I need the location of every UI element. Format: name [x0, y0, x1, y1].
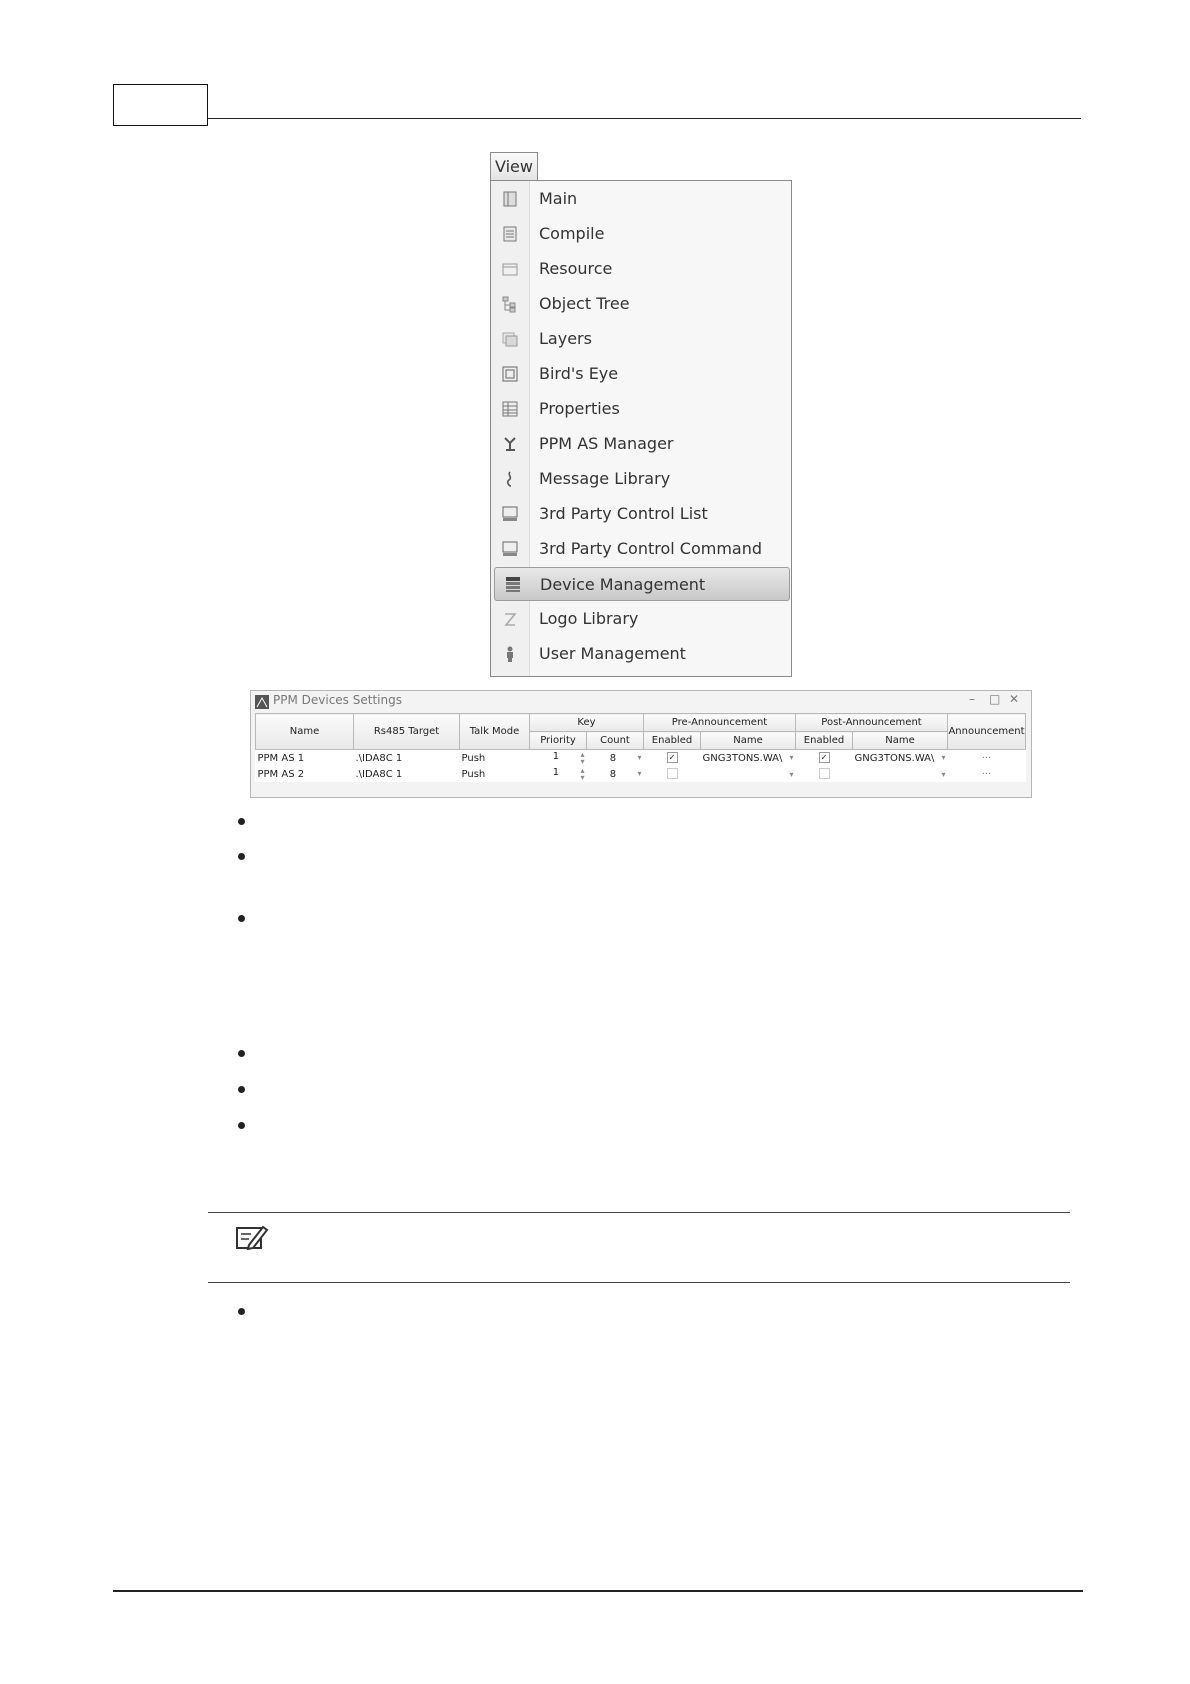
- bullet-point: [238, 915, 245, 922]
- main-icon: [491, 190, 529, 208]
- birds-eye-icon: [491, 365, 529, 383]
- third-party-command-icon: [491, 540, 529, 558]
- menu-item-layers[interactable]: [491, 321, 791, 356]
- close-button[interactable]: ✕: [1009, 692, 1020, 706]
- menu-item-message-library[interactable]: [491, 461, 791, 496]
- pre-name-select[interactable]: [701, 766, 796, 782]
- announcement-ellipsis-button[interactable]: ···: [981, 752, 992, 764]
- bullet-point: [238, 1050, 245, 1057]
- priority-stepper[interactable]: [530, 766, 587, 782]
- menu-item-label: 3rd Party Control Command: [539, 539, 763, 558]
- window-title: PPM Devices Settings: [273, 693, 402, 707]
- cell-priority: 1: [552, 751, 560, 762]
- menu-item-device-management[interactable]: [494, 567, 790, 601]
- menu-item-label: 3rd Party Control List: [539, 504, 708, 523]
- layers-icon: [491, 330, 529, 348]
- post-enabled-checkbox[interactable]: ✓: [819, 752, 830, 763]
- footer-rule: [113, 1590, 1083, 1592]
- bullet-point: [238, 818, 245, 825]
- pre-enabled-checkbox[interactable]: [667, 768, 678, 779]
- menu-item-label: Bird's Eye: [539, 364, 619, 383]
- menu-item-ppm-as-manager[interactable]: [491, 426, 791, 461]
- properties-icon: [491, 400, 529, 418]
- menu-item-label: Device Management: [540, 574, 706, 594]
- header-rule: [208, 118, 1081, 119]
- menu-item-main[interactable]: [491, 181, 791, 216]
- logo-library-icon: [491, 610, 529, 628]
- col-announcement[interactable]: Announcement: [948, 714, 1026, 750]
- dropdown-arrow-icon[interactable]: ▾: [637, 768, 642, 778]
- cell-name[interactable]: PPM AS 2: [257, 768, 305, 780]
- pre-name-select[interactable]: [701, 750, 796, 767]
- col-talk-mode[interactable]: Talk Mode: [460, 714, 530, 750]
- menu-item-label: Resource: [539, 259, 613, 278]
- post-enabled-checkbox[interactable]: [819, 768, 830, 779]
- ppm-devices-table: [255, 713, 1026, 782]
- pre-enabled-checkbox[interactable]: ✓: [667, 752, 678, 763]
- menu-item-label: PPM AS Manager: [539, 434, 674, 453]
- bullet-point: [238, 853, 245, 860]
- cell-count: 8: [609, 752, 617, 764]
- view-menu-dropdown: [490, 180, 792, 677]
- minimize-button[interactable]: –: [969, 692, 975, 706]
- col-group-post-announcement: Post-Announcement: [796, 714, 948, 732]
- cell-name[interactable]: PPM AS 1: [257, 752, 305, 764]
- page-number-box: [113, 84, 208, 126]
- col-pre-enabled[interactable]: Enabled: [644, 732, 701, 750]
- col-group-key: Key: [530, 714, 644, 732]
- app-icon: [255, 694, 269, 713]
- table-row[interactable]: [256, 750, 1026, 767]
- dropdown-arrow-icon[interactable]: ▾: [789, 769, 794, 779]
- dropdown-arrow-icon[interactable]: ▾: [637, 752, 642, 762]
- bullet-point: [238, 1308, 245, 1315]
- priority-stepper[interactable]: [530, 750, 587, 767]
- dropdown-arrow-icon[interactable]: ▾: [941, 769, 946, 779]
- menu-item-birds-eye[interactable]: [491, 356, 791, 391]
- stepper-arrows-icon[interactable]: ▴ ▾: [580, 766, 585, 782]
- cell-priority: 1: [552, 767, 560, 778]
- view-menu-tab[interactable]: View: [490, 152, 538, 180]
- cell-rs485-target[interactable]: .\IDA8C 1: [355, 752, 403, 764]
- col-post-name[interactable]: Name: [853, 732, 948, 750]
- col-name[interactable]: Name: [256, 714, 354, 750]
- cell-talk-mode[interactable]: Push: [461, 768, 486, 780]
- menu-item-3rd-party-control-list[interactable]: [491, 496, 791, 531]
- col-count[interactable]: Count: [587, 732, 644, 750]
- note-top-rule: [208, 1212, 1070, 1213]
- message-library-icon: [491, 470, 529, 488]
- cell-count: 8: [609, 768, 617, 780]
- cell-rs485-target[interactable]: .\IDA8C 1: [355, 768, 403, 780]
- announcement-ellipsis-button[interactable]: ···: [981, 768, 992, 780]
- cell-pre-name: GNG3TONS.WA\: [702, 752, 783, 764]
- menu-item-label: Layers: [539, 329, 592, 348]
- menu-item-label: Main: [539, 189, 578, 208]
- menu-item-label: Logo Library: [539, 609, 639, 628]
- bullet-point: [238, 1122, 245, 1129]
- menu-item-properties[interactable]: [491, 391, 791, 426]
- col-rs485-target[interactable]: Rs485 Target: [354, 714, 460, 750]
- compile-icon: [491, 225, 529, 243]
- ppm-devices-settings-window: [250, 690, 1032, 798]
- cell-talk-mode[interactable]: Push: [461, 752, 486, 764]
- dropdown-arrow-icon[interactable]: ▾: [789, 752, 794, 762]
- ppm-as-manager-icon: [491, 435, 529, 453]
- device-management-icon: [495, 575, 530, 593]
- maximize-button[interactable]: □: [989, 692, 1001, 706]
- post-name-select[interactable]: [853, 750, 948, 767]
- cell-post-name: GNG3TONS.WA\: [854, 752, 935, 764]
- menu-item-label: Object Tree: [539, 294, 630, 313]
- menu-item-label: Properties: [539, 399, 620, 418]
- table-row[interactable]: [256, 766, 1026, 782]
- note-pencil-icon: [235, 1224, 269, 1256]
- menu-item-label: User Management: [539, 644, 686, 663]
- note-bottom-rule: [208, 1282, 1070, 1283]
- menu-item-user-management[interactable]: [491, 636, 791, 671]
- menu-item-3rd-party-control-command[interactable]: [491, 531, 791, 566]
- user-management-icon: [491, 645, 529, 663]
- menu-item-label: Message Library: [539, 469, 671, 488]
- count-select[interactable]: [587, 750, 644, 767]
- menu-item-compile[interactable]: [491, 216, 791, 251]
- resource-icon: [491, 260, 529, 278]
- bullet-point: [238, 1086, 245, 1093]
- col-group-pre-announcement: Pre-Announcement: [644, 714, 796, 732]
- col-post-enabled[interactable]: Enabled: [796, 732, 853, 750]
- stepper-arrows-icon[interactable]: ▴ ▾: [580, 750, 585, 766]
- col-priority[interactable]: Priority: [530, 732, 587, 750]
- object-tree-icon: [491, 295, 529, 313]
- third-party-list-icon: [491, 505, 529, 523]
- menu-item-logo-library[interactable]: [491, 601, 791, 636]
- menu-item-label: Compile: [539, 224, 605, 243]
- menu-item-resource[interactable]: [491, 251, 791, 286]
- count-select[interactable]: [587, 766, 644, 782]
- post-name-select[interactable]: [853, 766, 948, 782]
- dropdown-arrow-icon[interactable]: ▾: [941, 752, 946, 762]
- menu-item-object-tree[interactable]: [491, 286, 791, 321]
- col-pre-name[interactable]: Name: [701, 732, 796, 750]
